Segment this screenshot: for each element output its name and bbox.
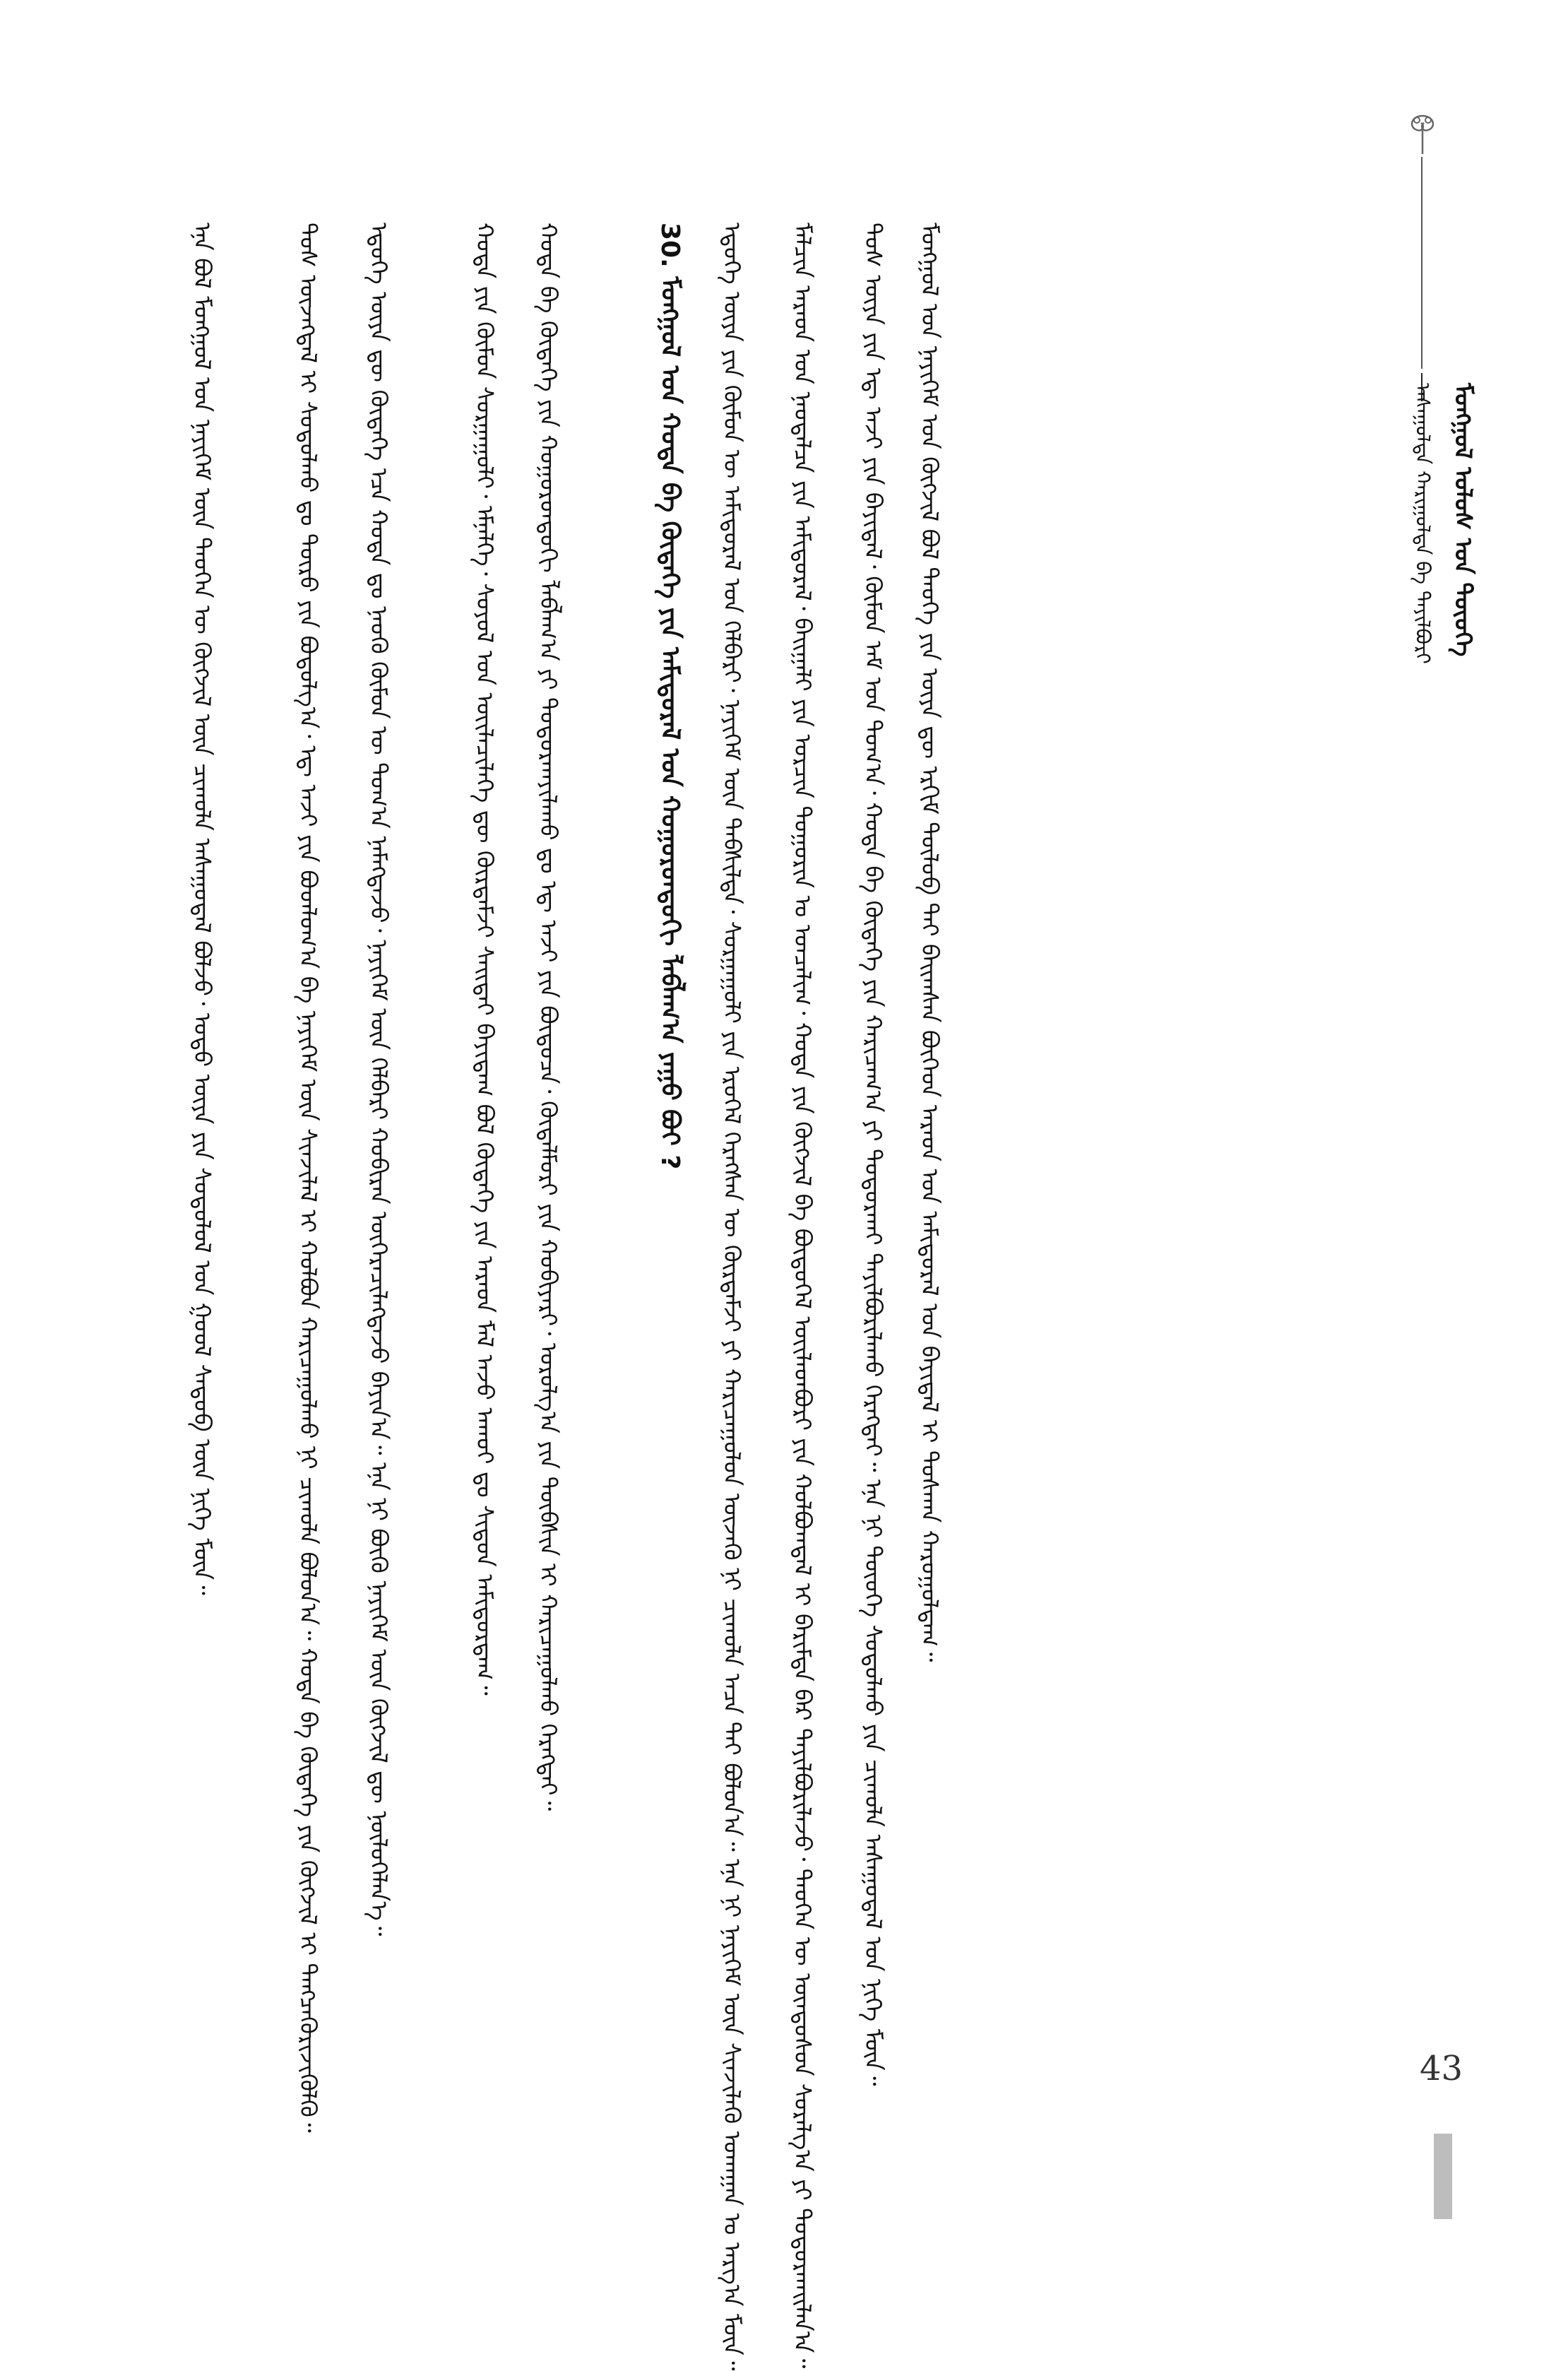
scroll-ornament-icon (1401, 113, 1444, 155)
page-number: 43 (1420, 2049, 1463, 2088)
paragraph-column: ᠡᠨᠡ ᠪᠣᠯ ᠮᠣᠩᠭᠣᠯ ᠤᠨ ᠨᠡᠶᠢᠭᠡᠮ ᠦᠨ ᠲᠡᠦᠬᠡᠨ ᠦ ᠬᠥᠭᠵᠢᠯ ᠦᠨ ᠴᠢᠬᠤᠯᠠ ᠠᠰᠠᠭᠤᠳᠠᠯ ᠪᠣᠯᠵᠤ᠂ ᠣᠳᠣ ᠦᠶᠡ ᠶᠢᠨ ᠰᠤᠳᠤᠯᠤᠯ ᠤᠨ ᠭᠣᠣᠯ ᠰᠡᠳᠦᠪ ᠦᠨ ᠨᠢᠭᠡ ᠮᠥᠨ᠃ (189, 223, 216, 1595)
question-heading (657, 223, 682, 2003)
paragraph-column: ᠮᠠᠯᠴᠢᠨ ᠠᠷᠠᠳ ᠤᠨ ᠨᠡᠦᠳᠡᠯᠴᠡ ᠶᠢᠨ ᠠᠮᠢᠳᠤᠷᠠᠯ᠂ ᠪᠠᠢᠭᠠᠯᠢ ᠶᠢᠨ ᠣᠷᠴᠢᠨ ᠲᠣᠭᠣᠷᠢᠨ ᠤ ᠣᠨᠴᠠᠯᠢᠭ᠂ ᠬᠣᠲᠠ ᠶᠢᠨ ᠬᠥᠭᠵᠢᠯ ᠪᠠ ᠪᠦᠲᠦᠭᠡᠯ ᠦᠢᠯᠡᠳᠪᠦᠷᠢ ᠶᠢᠨ ᠬᠣᠯᠪᠣᠭᠳᠠᠯ ᠢ ᠪᠠᠷᠢᠮᠲᠠ ᠪᠠᠷ ᠲᠠᠶᠢᠯᠪᠤᠷᠢᠯᠠᠵᠤ᠂ ᠲᠡᠦᠬᠡᠨ ᠦ ᠦᠨᠳᠦᠰᠦᠨ ᠰᠤᠷᠠᠯᠭ᠎ᠠ ᠶᠢ ᠲᠣᠳᠣᠷᠬᠠᠢᠯᠠᠨ᠎ᠠ᠃ (789, 223, 816, 2369)
paragraph-column: ᠬᠣᠲᠠ ᠪᠠ ᠬᠥᠳᠡᠭᠡ ᠶᠢᠨ ᠬᠣᠭᠣᠷᠣᠨᠳᠤᠬᠢ ᠯᠠᠪᠯᠠᠭ᠎ᠠ ᠶᠢ ᠲᠣᠳᠣᠷᠬᠠᠶᠢᠯᠠᠬᠤ ᠳᠤ ᠡᠳ᠋ ᠠᠵᠢ ᠶᠢᠨ ᠪᠦᠲᠦᠴᠡ᠂ ᠬᠥᠳᠡᠯᠮᠦᠷᠢ ᠶᠢᠨ ᠬᠤᠪᠢᠶᠠᠷᠢ᠂ ᠣᠷᠣᠯᠭ᠎ᠠ ᠶᠢᠨ ᠲᠦᠪᠰᠢᠨ ᠢ ᠬᠠᠷᠢᠴᠠᠭᠤᠯᠬᠤ ᠬᠡᠷᠡᠭᠲᠡᠢ᠃ (535, 223, 562, 1811)
question-number: 30. (655, 223, 684, 268)
paragraph-column: ᠲᠤᠰ ᠦᠶᠡ ᠶᠢᠨ ᠡᠳ᠋ ᠠᠵᠢ ᠶᠢᠨ ᠪᠠᠶᠢᠳᠠᠯ᠂ ᠬᠦᠮᠦᠨ ᠠᠮ ᠤᠨ ᠲᠣᠭ᠎ᠠ᠂ ᠬᠣᠲᠠ ᠪᠠ ᠬᠥᠳᠡᠭᠡ ᠶᠢᠨ ᠬᠠᠷᠢᠴᠠᠭ᠎ᠠ ᠶᠢ ᠲᠣᠳᠣᠷᠬᠠᠢ ᠲᠠᠶᠢᠯᠪᠤᠷᠢᠯᠠᠬᠤ ᠬᠡᠷᠡᠭᠲᠡᠢ᠃ ᠡᠨᠡ ᠨᠢ ᠲᠦᠦᠬᠡ ᠰᠤᠳᠤᠯᠬᠤ ᠶᠢᠨ ᠴᠢᠬᠤᠯᠠ ᠠᠰᠠᠭᠤᠳᠠᠯ ᠤᠨ ᠨᠢᠭᠡ ᠮᠥᠨ᠃ (860, 223, 887, 2086)
paragraph-column: ᠬᠣᠲᠠ ᠶᠢᠨ ᠬᠦᠮᠦᠨ ᠰᠤᠷᠭᠠᠭᠤᠯᠢ᠂ ᠡᠮᠨᠡᠯᠭᠡ᠂ ᠰᠣᠶᠣᠯ ᠤᠨ ᠦᠢᠯᠡᠴᠢᠯᠡᠭᠡ ᠳᠦ ᠬᠦᠷᠲᠡᠮᠵᠢ ᠰᠠᠢᠲᠠᠢ ᠪᠠᠶᠢᠳᠠᠭ ᠪᠣᠯ ᠬᠥᠳᠡᠭᠡ ᠶᠢᠨ ᠠᠷᠠᠳ ᠮᠠᠯ ᠠᠵᠤ ᠠᠬᠤᠢ ᠳᠤ ᠰᠢᠲᠦᠨ ᠠᠮᠢᠳᠤᠷᠳᠠᠭ᠃ (471, 223, 499, 1696)
paragraph-column: ᠮᠣᠩᠭᠣᠯ ᠤᠨ ᠨᠡᠶᠢᠭᠡᠮ ᠤᠨ ᠬᠥᠭᠵᠢᠯ ᠪᠣᠯ ᠲᠡᠦᠬᠡ ᠶᠢᠨ ᠦᠶᠡ ᠳᠦ ᠡᠷᠬᠢᠮ ᠲᠥᠯᠦᠪ ᠲᠡᠢ ᠪᠠᠢᠭᠰᠠᠨ ᠪᠥᠭᠡᠳ ᠠᠷᠠᠳ ᠤᠨ ᠠᠮᠢᠳᠤᠷᠠᠯ ᠤᠨ ᠪᠠᠶᠢᠳᠠᠯ ᠢ ᠲᠤᠰᠬᠠᠨ ᠬᠠᠷᠤᠭᠤᠯᠳᠠᠭ᠃ (916, 223, 944, 1662)
paragraph-column: ᠲᠤᠰ ᠦᠵᠡᠭᠳᠡᠯ ᠢ ᠰᠤᠳᠤᠯᠬᠤ ᠳᠤ ᠲᠥᠷᠥ ᠶᠢᠨ ᠪᠣᠳᠣᠯᠭ᠎ᠠ᠂ ᠡᠳ᠋ ᠠᠵᠢ ᠶᠢᠨ ᠪᠣᠳᠯᠣᠭ᠎ᠠ ᠪᠠ ᠨᠡᠶᠢᠭᠡᠮ ᠦᠨ ᠰᠢᠨᠵᠢᠯᠡᠯ ᠢ ᠬᠣᠯᠪᠣᠨ ᠬᠠᠷᠢᠴᠠᠭᠤᠯᠬᠤ ᠨᠢ ᠴᠢᠬᠤᠯᠠ ᠪᠣᠯᠤᠨ᠎ᠠ᠃ ᠬᠣᠲᠠ ᠪᠠ ᠬᠥᠳᠡᠭᠡ ᠶᠢᠨ ᠬᠥᠭᠵᠢᠯ ᠢ ᠲᠡᠩᠴᠡᠭᠦᠷᠢᠵᠢᠭᠦᠯᠬᠦ᠃ (295, 223, 322, 2133)
running-head-subtitle: ᠠᠰᠠᠭᠤᠯᠲᠠ ᠬᠠᠷᠢᠭᠤᠯᠲᠠ ᠪᠠ ᠲᠠᠶᠢᠯᠪᠤᠷᠢ (1411, 383, 1435, 664)
question-text: ᠮᠣᠩᠭᠣᠯ ᠤᠨ ᠬᠣᠲᠠ ᠪᠠ ᠬᠥᠳᠡᠭᠡ ᠶᠢᠨ ᠠᠮᠢᠳᠤᠷᠠᠯ ᠤᠨ ᠬᠣᠭᠣᠷᠣᠨᠳᠤᠬᠢ ᠯᠠᠪᠯᠠᠭ᠎ᠠ ᠶᠠᠭᠤ ᠪᠤᠢ ? (655, 276, 684, 1170)
header-rule (1421, 157, 1423, 369)
running-head-title: ᠮᠣᠩᠭᠣᠯ ᠤᠯᠤᠰ ᠤᠨ ᠲᠦᠦᠬᠡ (1449, 383, 1477, 657)
paragraph-column: ᠡᠳᠦᠭᠡ ᠦᠶᠡ ᠳᠦ ᠬᠥᠳᠡᠭᠡ ᠡᠴᠡ ᠬᠣᠲᠠ ᠳᠤ ᠨᠡᠦᠬᠦ ᠬᠦᠮᠦᠨ ᠦ ᠲᠣᠭ᠎ᠠ ᠨᠡᠮᠡᠭᠳᠡᠵᠦ᠂ ᠨᠡᠶᠢᠭᠡᠮ ᠦᠨ ᠬᠡᠯᠪᠡᠷᠢ ᠬᠤᠪᠢᠷᠠᠨ ᠥᠭᠡᠷᠡᠴᠢᠯᠡᠭᠳᠡᠵᠦ ᠪᠠᠶᠢᠨ᠎ᠠ᠃ ᠡᠨᠡ ᠨᠢ ᠪᠦᠬᠦ ᠨᠡᠶᠢᠭᠡᠮ ᠦᠨ ᠬᠥᠭᠵᠢᠯ ᠳᠦ ᠨᠥᠯᠦᠭᠡᠯᠡᠨ᠎ᠡ᠃ (365, 223, 393, 1937)
page-edge-tab (1434, 2134, 1452, 2219)
paragraph-column: ᠡᠳᠦᠭᠡ ᠦᠶᠡ ᠶᠢᠨ ᠬᠦᠮᠦᠨ ᠦ ᠠᠮᠢᠳᠤᠷᠠᠯ ᠤᠨ ᠬᠡᠯᠪᠡᠷᠢ᠂ ᠨᠡᠶᠢᠭᠡᠮ ᠦᠨ ᠳᠡᠪᠰᠢᠯᠲᠡ᠂ ᠰᠤᠷᠭᠠᠭᠤᠯᠢ ᠶᠢᠨ ᠡᠷᠦᠬᠡᠯ ᠬᠡᠷᠡᠭᠰᠡᠨ ᠦ ᠬᠦᠷᠲᠡᠮᠵᠢ ᠶᠢ ᠬᠠᠷᠢᠴᠠᠭᠤᠯᠤᠨ ᠦᠵᠡᠬᠦ ᠨᠢ ᠴᠢᠬᠤᠯᠠ ᠠᠴᠠ ᠲᠠᠢ ᠪᠣᠯᠤᠨ᠎ᠠ᠃ ᠡᠨᠡ ᠨᠢ ᠨᠡᠶᠢᠭᠡᠮ ᠦᠨ ᠰᠢᠨᠵᠢᠯᠡᠬᠦ ᠤᠬᠠᠭᠠᠨ ᠤ ᠠᠷᠭ᠎ᠠ ᠮᠥᠨ᠃ (718, 223, 746, 2371)
